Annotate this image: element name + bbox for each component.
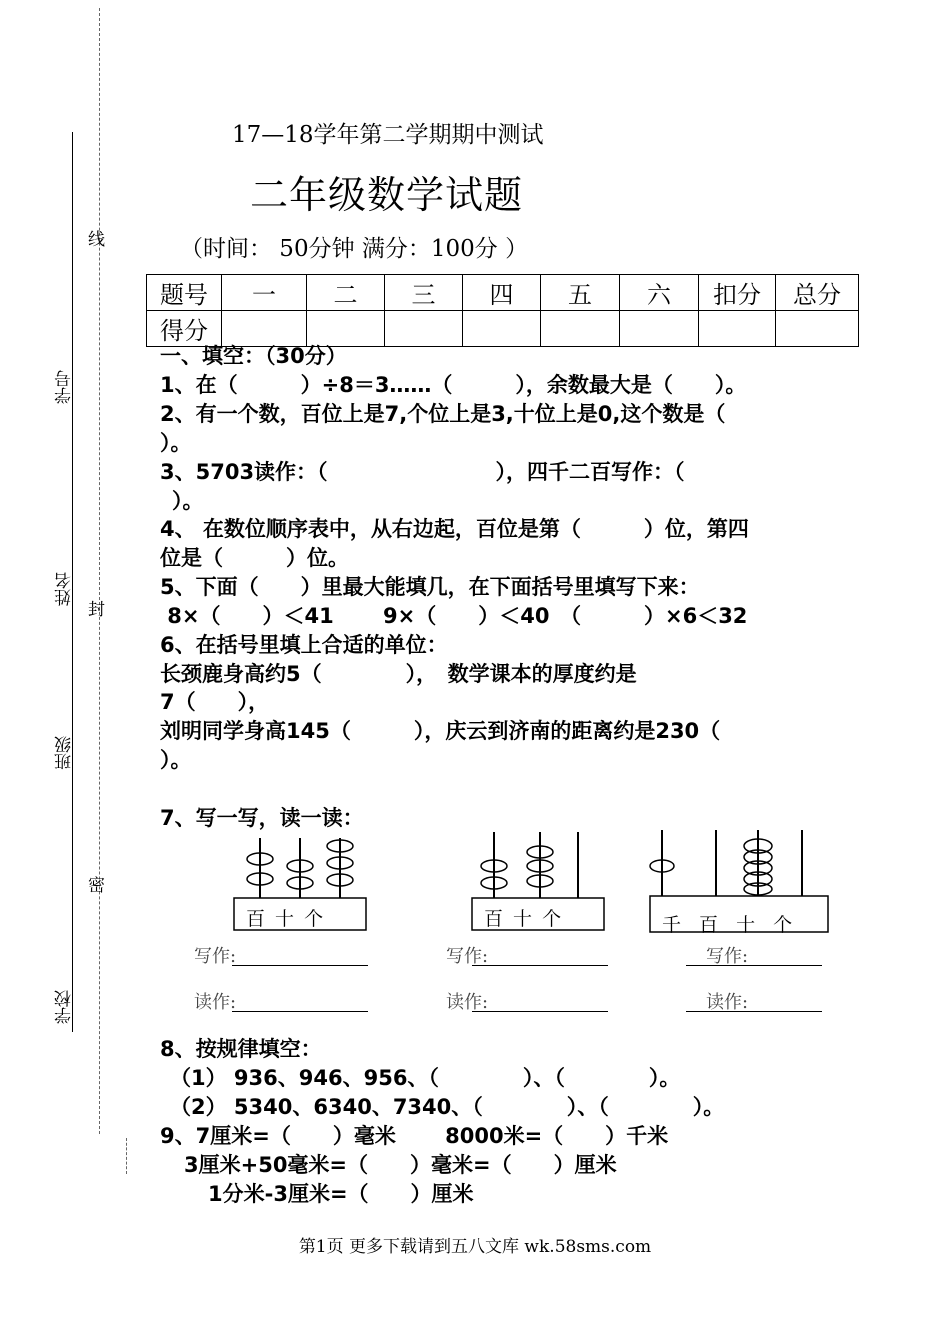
abacus-2-label: 百 十 个	[484, 908, 564, 930]
page-footer: 第1页 更多下载请到五八文库 wk.58sms.com	[298, 1237, 652, 1257]
table-cell: 二	[307, 275, 385, 311]
seal-line: 线	[84, 230, 104, 247]
read-label-1: 读作:	[194, 992, 237, 1013]
field-student-id: 学号	[55, 370, 75, 404]
score-input-cell[interactable]	[385, 311, 463, 347]
write-blank-1[interactable]	[232, 964, 368, 966]
question-6-line4: ）。	[160, 748, 192, 772]
question-4-cont: 位是（ ）位。	[160, 546, 349, 570]
abacus-1-label: 百 十 个	[246, 908, 326, 930]
question-3-cont: ）。	[172, 489, 204, 513]
dashed-line-bottom	[126, 1138, 127, 1174]
write-blank-3[interactable]	[686, 964, 822, 966]
table-cell: 扣分	[699, 275, 776, 311]
question-3: 3、5703读作：（ ），四千二百写作：（	[160, 460, 685, 484]
question-4: 4、 在数位顺序表中，从右边起，百位是第（ ）位，第四	[160, 517, 749, 541]
dashed-line-top	[99, 8, 100, 1134]
table-cell: 得分	[147, 311, 222, 347]
field-class: 班级	[55, 736, 75, 770]
table-cell: 总分	[776, 275, 859, 311]
field-name: 姓名	[55, 572, 75, 606]
table-cell: 六	[620, 275, 699, 311]
question-9: 9、7厘米=（ ）毫米 8000米=（ ）千米	[160, 1124, 669, 1148]
seal-seal: 封	[84, 600, 104, 617]
read-blank-1[interactable]	[232, 1010, 368, 1012]
abacus-3-label: 千 百 十 个	[662, 914, 799, 936]
question-8-1: （1） 936、946、956、（ ）、（ ）。	[170, 1066, 681, 1090]
exam-title: 二年级数学试题	[250, 173, 524, 217]
table-cell: 五	[541, 275, 620, 311]
read-blank-3[interactable]	[686, 1010, 822, 1012]
question-6-line1: 长颈鹿身高约5（ ）， 数学课本的厚度约是	[160, 662, 637, 686]
exam-info: （时间： 50分钟 满分：100分 ）	[180, 236, 529, 262]
read-blank-2[interactable]	[472, 1010, 608, 1012]
section-heading: 一、填空：（30分）	[160, 344, 347, 368]
score-input-cell[interactable]	[699, 311, 776, 347]
table-cell: 一	[222, 275, 307, 311]
score-input-cell[interactable]	[463, 311, 541, 347]
question-8-2: （2） 5340、6340、7340、（ ）、（ ）。	[170, 1095, 725, 1119]
exam-subtitle: 17—18学年第二学期期中测试	[232, 122, 544, 148]
score-table	[146, 274, 859, 347]
write-blank-2[interactable]	[472, 964, 608, 966]
score-input-cell[interactable]	[541, 311, 620, 347]
score-input-cell[interactable]	[620, 311, 699, 347]
seal-secret: 密	[84, 876, 104, 893]
question-6: 6、在括号里填上合适的单位：	[160, 633, 448, 657]
write-label-3: 写作:	[706, 946, 749, 967]
question-9-line2: 3厘米+50毫米=（ ）毫米=（ ）厘米	[184, 1153, 617, 1177]
question-6-line3: 刘明同学身高145（ ），庆云到济南的距离约是230（	[160, 719, 721, 743]
field-school: 学校	[55, 990, 75, 1024]
read-label-2: 读作:	[446, 992, 489, 1013]
question-7: 7、写一写，读一读：	[160, 806, 364, 830]
write-label-1: 写作:	[194, 946, 237, 967]
question-8: 8、按规律填空：	[160, 1037, 322, 1061]
table-cell: 三	[385, 275, 463, 311]
question-5-items: 8×（ ）＜41 9×（ ）＜40 （ ）×6＜32	[160, 604, 748, 628]
question-2: 2、有一个数，百位上是7,个位上是3,十位上是0,这个数是（	[160, 402, 726, 426]
question-5: 5、下面（ ）里最大能填几，在下面括号里填写下来：	[160, 575, 700, 599]
question-6-line2: 7（ ），	[160, 690, 270, 714]
question-9-line3: 1分米-3厘米=（ ）厘米	[208, 1182, 474, 1206]
table-cell: 题号	[147, 275, 222, 311]
question-1: 1、在（ ）÷8＝3……（ ），余数最大是（ ）。	[160, 373, 747, 397]
score-table-header-row	[147, 275, 859, 311]
table-cell: 四	[463, 275, 541, 311]
score-input-cell[interactable]	[776, 311, 859, 347]
question-2-cont: ）。	[160, 431, 192, 455]
read-label-3: 读作:	[706, 992, 749, 1013]
write-label-2: 写作:	[446, 946, 489, 967]
